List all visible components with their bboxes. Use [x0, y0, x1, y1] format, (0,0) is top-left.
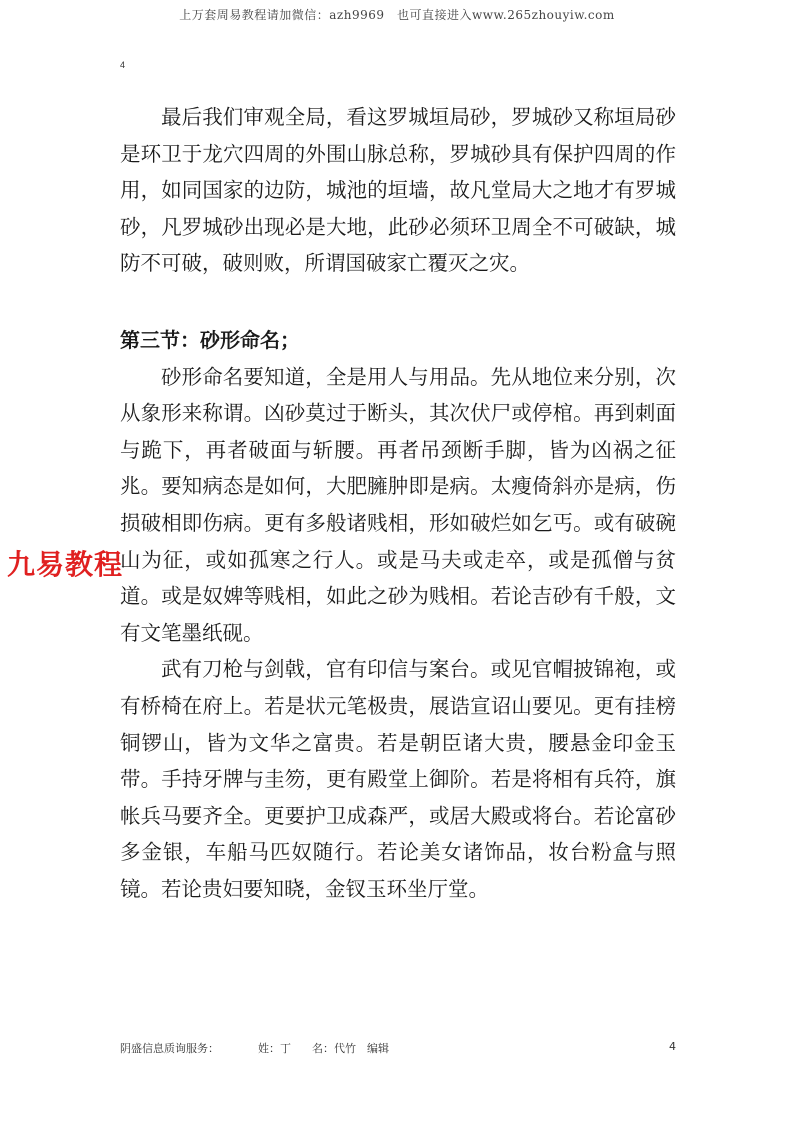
document-body: [120, 99, 676, 907]
section-heading: 第三节：砂形命名；: [120, 327, 300, 352]
watermark-stamp: 九易教程: [7, 548, 124, 581]
paragraph-sha-naming: 砂形命名要知道，全是用人与用品。先从地位来分别，次从象形来称谓。凶砂莫过于断头，其次伏尸或停棺。再到刺面与跪下，再者破面与斩腰。再者吊颈断手脚，皆为凶祸之征兆。要知病态是如何，大肥臃肿即是病。太瘦倚斜亦是病，伤损破相即伤病。更有多般诸贱相，形如破烂如乞丐。或有破碗山为征，或如孤寒之行人。或是马夫或走卒，或是孤僧与贫道。或是奴婢等贱相，如此之砂为贱相。若论吉砂有千般，文有文笔墨纸砚。: [120, 364, 676, 645]
footer-given-name: 名：代竹 编辑: [312, 1042, 389, 1055]
footer-service: 阴盛信息质询服务：: [120, 1042, 219, 1055]
footer-surname: 姓：丁: [258, 1042, 291, 1055]
page-number-top: 4: [120, 60, 126, 70]
header-watermark: 上万套周易教程请加微信：azh9969 也可直接进入www.265zhouyiw.com: [179, 8, 615, 22]
page-footer: [120, 1040, 676, 1056]
paragraph-luocheng: 最后我们审观全局，看这罗城垣局砂，罗城砂又称垣局砂是环卫于龙穴四周的外围山脉总称，罗城砂具有保护四周的作用，如同国家的边防，城池的垣墙，故凡堂局大之地才有罗城砂，凡罗城砂出现必是大地，此砂必须环卫周全不可破缺，城防不可破，破则败，所谓国破家亡覆灭之灾。: [120, 105, 676, 276]
paragraph-auspicious-sha: 武有刀枪与剑戟，官有印信与案台。或见官帽披锦袍，或有桥椅在府上。若是状元笔极贵，展诰宣诏山要见。更有挂榜铜锣山，皆为文华之富贵。若是朝臣诸大贵，腰悬金印金玉带。手持牙牌与圭笏，更有殿堂上御阶。若是将相有兵符，旗帐兵马要齐全。更要护卫成森严，或居大殿或将台。若论富砂多金银，车船马匹奴随行。若论美女诸饰品，妆台粉盒与照镜。若论贵妇要知晓，金钗玉环坐厅堂。: [120, 657, 676, 901]
page-number-bottom: 4: [669, 1040, 676, 1053]
